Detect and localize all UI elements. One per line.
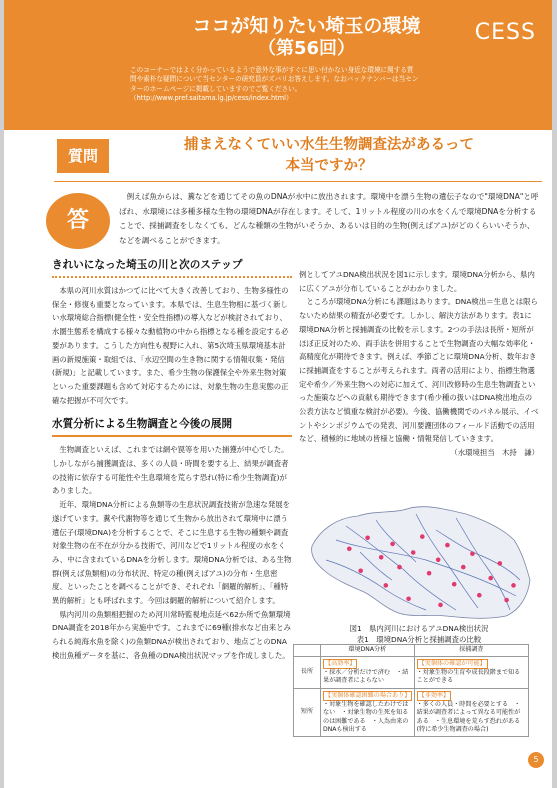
- detection-point: [504, 598, 509, 603]
- comparison-table: [293, 644, 529, 737]
- cell-tag: 【非効率】: [418, 691, 450, 699]
- title-line-2: （第56回）: [257, 38, 356, 59]
- detection-point: [477, 593, 482, 598]
- detection-point: [365, 536, 370, 541]
- question-badge: 質問: [57, 139, 109, 173]
- detection-point: [379, 555, 384, 560]
- detection-point: [411, 550, 416, 555]
- detection-point: [390, 542, 395, 547]
- section-heading-2: 水質分析による生物調査と今後の展開: [52, 417, 292, 437]
- detection-point: [511, 583, 516, 588]
- figure-caption: 図1 県内河川におけるアユDNA検出状況: [349, 624, 489, 633]
- detection-point: [427, 571, 432, 576]
- detection-point: [461, 565, 466, 570]
- river-map-figure: [306, 500, 534, 622]
- detection-point: [488, 576, 493, 581]
- detection-point: [470, 551, 475, 556]
- cell-tag: 【高効率】: [325, 660, 356, 667]
- cell-text: ・対象生物の生育や成長段階まで知ることができる: [416, 669, 521, 685]
- cell-tag: 【実個体の確認が可能】: [418, 660, 486, 667]
- table-cell: [414, 657, 528, 689]
- left-column: [52, 258, 292, 663]
- cess-logo: CESS: [474, 20, 536, 45]
- detection-point: [452, 582, 457, 587]
- paragraph: 近年、環境DNA分析による魚類等の生息状況調査技術が急速な発展を遂げています。糞や代謝物等を通じて生物から放出されて環境中に漂う遺伝子(環境DNA)を分析することで、そこに生息する生物の種類や調査対象生物の在不在が分かる技術で、河川などで1リットル程度の水をくみ、中に含まれているDNAを分析します。環境DNA分析では、ある生物群(例えば魚類相)の分布状況、特定の種(例えばアユ)の分布・生息密度、といったことを調べることができ、それぞれ「網羅的解析」、「種特異的解析」とも呼ばれます。今回は網羅的解析について紹介します。: [52, 500, 292, 606]
- header-title: [144, 14, 469, 60]
- detection-point: [406, 597, 411, 602]
- detection-point: [436, 558, 441, 563]
- paragraph: 県内河川の魚類相把握のため河川常時監視地点延べ62か所で魚類環境DNA調査を2018年から実施中です。これまでに69種(排水など由来とみられる純海水魚を除く)の魚類DNAが検出されており、地点ごとのDNA検出魚種データを基に、各魚種のDNA検出状況マップを作成しました。: [52, 609, 291, 660]
- header-note: [130, 66, 420, 103]
- question-line-2: 本当ですか？: [285, 158, 373, 174]
- detection-point: [420, 534, 425, 539]
- detection-point: [397, 565, 402, 570]
- table-cell: [414, 688, 528, 737]
- title-line-1: ココが知りたい埼玉の環境: [192, 15, 421, 37]
- cell-text: ・採水／分析だけで済む ・結果が調査者によらない: [323, 669, 409, 685]
- detection-point: [347, 547, 352, 552]
- table-header-dna: 環境DNA分析: [321, 645, 415, 657]
- answer-text: 例えば魚からは、糞などを通じてその魚のDNAが水中に放出されます。環境中を漂う生物の遺伝子なので"環境DNA"と呼ばれ、水環境には多種多様な生物の環境DNAが存在します。そして、1リットル程度の川の水をくんで環境DNAを分析することで、採捕調査をしなくても、どんな種類の生物がいそうか、あるいは目的の生物(例えばアユ)がどのくらいいそうか、などを調べることができます。: [119, 192, 539, 245]
- paragraph: ところが環境DNA分析にも課題はあります。DNA検出＝生息とは限らないため結果の精査が必要です。しかし、解決方法があります。表1に環境DNA分析と採捕調査の比較を示します。2つの手法は長所・短所がほぼ正反対のため、両手法を併用することで生物調査の大幅な効率化・高精度化が期待できます。例えば、季節ごとに環境DNA分析、数年おきに採捕調査をすることが考えられます。両者の活用により、指標生物選定や希少／外来生物への対応に加えて、河川改修時の生息生物調査といった施策などへの貢献も期待できます(希少種の扱いはDNA検出地点の公表方法など慎重な検討が必要)。今後、協働機関でのパネル展示、イベントやシンポジウムでの発表、河川要護団体のフィールド活動での活用など、積極的に地域の皆様と協働・情報発信していきます。: [299, 297, 539, 444]
- question-divider: [54, 181, 542, 182]
- page: [4, 0, 552, 788]
- table-cell: [321, 688, 415, 737]
- detection-point: [445, 543, 450, 548]
- table-header-survey: 採捕調査: [414, 645, 528, 657]
- author-signature: （水環境担当 木持 謙）: [450, 448, 539, 458]
- cell-text: ・多くの人員・時間を必要とする ・結果が調査者によって異なる可能性がある ・生息環境を荒らす恐れがある(特に希少生物調査の場合): [416, 700, 521, 734]
- page-number: 5: [528, 752, 544, 768]
- header-note-text: このコーナーではよく分かっているようで意外な事がすぐに思い付かない身近な環境に関する質問や素朴な疑問について当センターの研究員がズバリお答えします。なおバックナンバーは当センターのホームページに掲載していますのでご覧ください。: [130, 66, 419, 93]
- question-line-1: 捕まえなくていい水生生物調査法があるって: [184, 137, 474, 153]
- paragraph: 生物調査といえば、これまでは網や罠等を用いた捕獲が中心でした。しかしながら捕獲調査は、多くの人員・時間を要する上、結果が調査者の技術に依存する可能性や生息環境を荒らす恐れ(特に希少生物調査)がありました。: [52, 445, 289, 496]
- header-url[interactable]: （http://www.pref.saitama.lg.jp/cess/index.html）: [130, 93, 293, 102]
- row-label-merit: 長所: [294, 657, 321, 689]
- detection-point: [438, 603, 443, 608]
- table-row: [294, 688, 529, 737]
- section-heading-1: きれいになった埼玉の川と次のステップ: [52, 258, 292, 278]
- question-text: [119, 135, 539, 177]
- answer-badge: 答: [46, 193, 110, 249]
- table-corner: [294, 645, 321, 657]
- paragraph: 本県の河川水質はかつてに比べて大きく改善しており、生物多様性の保全・修復も重要となっています。本県では、生息生物相に基づく新しい水環境総合指標(健全性・安全性指標)の導入などが検討されており、水圏生態系を構成する様々な動植物の中から指標となる種を設定する必要があります。こうした方向性も視野に入れ、第5次埼玉県環境基本計画の新規施策・取組では、「水辺空間の生き物に関する情報収集・発信(新規)」と記載しています。また、希少生物の保護保全や外来生物対策といった重要課題も含めて対応するためには、対象生物の生息実態の正確な把握が不可欠です。: [52, 286, 289, 405]
- detection-point: [358, 569, 363, 574]
- table-cell: [321, 657, 415, 689]
- table-header-row: [294, 645, 529, 657]
- table-row: [294, 657, 529, 689]
- detection-point: [498, 561, 503, 566]
- cell-text: ・対象生物を確認したわけではない ・対象生物の生死を知るのは困難である ・人為由来のDNAも検出する: [323, 700, 409, 734]
- table-caption: 表1 環境DNA分析と採捕調査の比較: [356, 635, 482, 644]
- right-column: [299, 268, 539, 460]
- detection-point: [384, 583, 389, 588]
- header-banner: [4, 0, 552, 130]
- paragraph: 例としてアユDNA検出状況を図1に示します。環境DNA分析から、県内に広くアユが分布していることがわかりました。: [299, 270, 535, 293]
- cell-tag: 【実個体確認困難の場合あり】: [325, 691, 411, 699]
- row-label-demerit: 短所: [294, 688, 321, 737]
